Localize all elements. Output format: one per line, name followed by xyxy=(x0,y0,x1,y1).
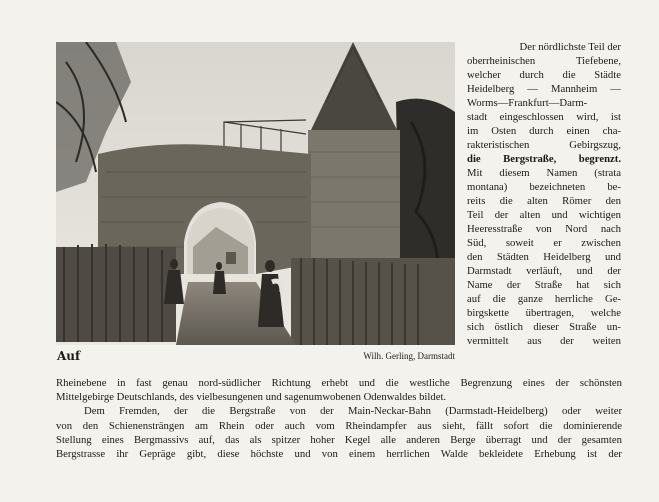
text-line: welcher durch die Städte xyxy=(467,69,621,81)
text-line: Darmstadt verläuft, und der xyxy=(467,265,621,277)
side-column-text xyxy=(467,40,621,348)
caption-photographer: Wilh. Gerling, Darmstadt xyxy=(363,351,455,361)
text-line: rakteristischen Gebirgszug, xyxy=(467,139,621,151)
text-line-emphasis: die Bergstraße, begrenzt. xyxy=(467,153,621,165)
text-line: birgskette übertragen, welche xyxy=(467,307,621,319)
text-line: Stellung eines Bergmassivs auf, das als spitzer hoher Kegel alle anderen Berge überragt und der gesamten xyxy=(56,433,622,446)
text-line: Dem Fremden, der die Bergstraße von der Main-Neckar-Bahn (Darmstadt-Heidelberg) oder weiter xyxy=(84,405,622,418)
caption-place: Auf xyxy=(57,349,81,363)
text-line: oberrheinischen Tiefebene, xyxy=(467,55,621,67)
body-text xyxy=(56,376,622,461)
text-line: Heidelberg — Mannheim — xyxy=(467,83,621,95)
text-line: Worms—Frankfurt—Darm- xyxy=(467,97,588,109)
text-line: Rheinebene in fast genau nord-südlicher Richtung erhebt und die westliche Begrenzung eines der schönsten xyxy=(56,377,622,389)
text-line: Teil der alten und wichtigen xyxy=(467,209,621,221)
text-line: sich östlich dieser Straße un- xyxy=(467,321,621,333)
text-line: den Städten Heidelberg und xyxy=(467,251,621,263)
text-line: montana) bezeichneten be- xyxy=(467,181,621,193)
text-line: von den Schienensträngen am Rhein oder auch vom Rheindampfer aus sieht, fällt sofort die dominierende xyxy=(56,419,622,432)
text-line: Süd, soweit er zwischen xyxy=(467,237,621,249)
text-line: Der nördlichste Teil der xyxy=(519,41,621,53)
text-line: Mit diesem Namen (strata xyxy=(467,167,621,179)
old-town-gate-photo xyxy=(56,42,455,345)
text-line: reits die alten Römer den xyxy=(467,195,621,207)
text-line: Heeresstraße von Nord nach xyxy=(467,223,621,235)
photograph xyxy=(56,42,455,345)
text-line: Mittelgebirge Deutschlands, des vielbesungenen und sagenumwobenen Odenwaldes bildet. xyxy=(56,391,447,404)
text-line: auf die ganze herrliche Ge- xyxy=(467,293,621,305)
text-line: Bergstrasse ihr Gepräge gibt, diese höchste und von einem herrlichen Walde bekleidete Erhebung ist der xyxy=(56,448,622,461)
text-line: Name der Straße hat sich xyxy=(467,279,621,291)
text-line: stadt eingeschlossen wird, ist xyxy=(467,111,621,123)
text-line: vermittelt aus der weiten xyxy=(467,335,621,347)
text-line: im Osten durch einen cha- xyxy=(467,125,621,137)
